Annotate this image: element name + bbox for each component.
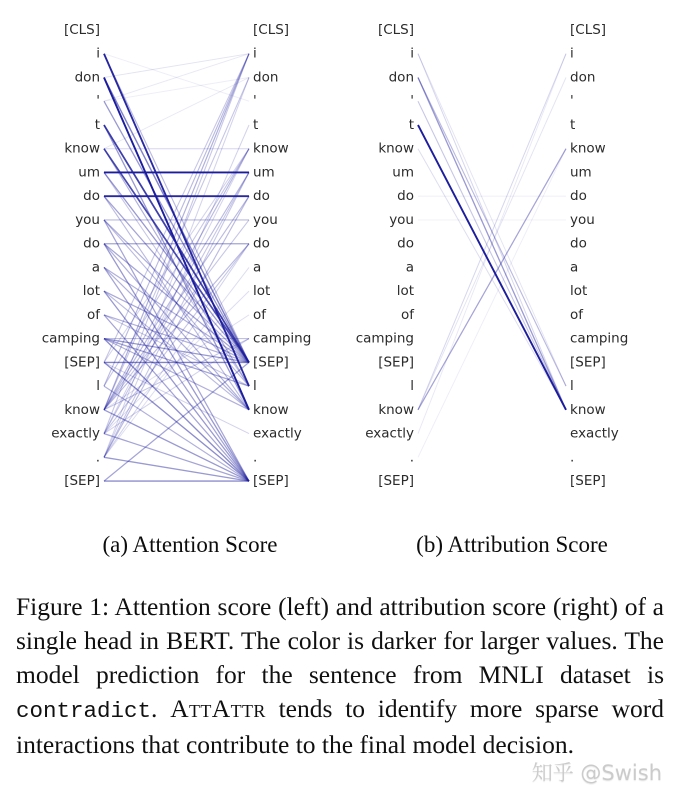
attention-right-token: know (253, 140, 289, 157)
attribution-right-token: [CLS] (570, 22, 607, 38)
attention-left-token: um (78, 164, 100, 181)
attention-left-token: i (96, 45, 100, 62)
caption-segment-mono: contradict (16, 698, 152, 724)
attention-edge (104, 125, 249, 457)
attention-right-token: [SEP] (253, 354, 289, 371)
attention-left-token: know (64, 401, 100, 418)
watermark: 知乎 @Swish (531, 761, 662, 785)
attention-right-token: camping (253, 330, 312, 347)
attribution-edge (418, 101, 566, 410)
attribution-left-token: . (409, 449, 414, 466)
attribution-left-token: know (378, 140, 414, 157)
subcaption-attention: (a) Attention Score (102, 532, 278, 557)
attention-left-token: . (95, 449, 100, 466)
attention-left-token: ' (96, 93, 100, 110)
attribution-edge (418, 125, 566, 410)
attribution-left-token: you (389, 211, 414, 228)
attribution-left-token: lot (396, 283, 414, 300)
attention-left-token: exactly (51, 425, 100, 442)
attention-left-token: l (96, 378, 100, 395)
attention-right-token: [CLS] (253, 22, 290, 38)
attention-left-token: [CLS] (63, 22, 100, 38)
attention-edge (104, 457, 249, 481)
attention-edge (104, 54, 249, 78)
attribution-left-token: don (388, 69, 414, 86)
attribution-right-token: i (570, 45, 574, 62)
attribution-right-token: ' (570, 93, 574, 110)
attribution-edge (418, 149, 566, 458)
attention-edge (104, 362, 249, 433)
attention-right-token: i (253, 45, 257, 62)
attribution-left-token: t (408, 117, 414, 133)
attribution-right-token: know (570, 401, 606, 418)
attention-right-token: do (253, 235, 270, 252)
attention-right-token: do (253, 188, 270, 205)
caption-segment-serif: . (151, 694, 171, 723)
attribution-right-token: lot (570, 283, 588, 300)
attribution-right-token: um (570, 164, 592, 181)
attention-right-token: um (253, 164, 275, 181)
attention-edge (104, 78, 249, 149)
attribution-left-token: l (410, 378, 414, 395)
attribution-right-token: exactly (570, 425, 619, 442)
attribution-right-token: know (570, 140, 606, 157)
attribution-edge (418, 54, 566, 434)
attention-left-token: know (64, 140, 100, 157)
attribution-left-token: exactly (365, 425, 414, 442)
attribution-right-token: l (570, 378, 574, 395)
attribution-right-token: a (570, 259, 579, 276)
attribution-right-token: t (570, 117, 576, 133)
attribution-right-token: do (570, 188, 587, 205)
attention-right-token: [SEP] (253, 473, 289, 490)
attention-right-token: . (253, 449, 258, 466)
attention-left-token: t (94, 117, 100, 133)
attribution-right-token: don (570, 69, 596, 86)
attribution-left-token: do (397, 188, 414, 205)
attribution-left-token: a (405, 259, 414, 276)
attention-left-token: camping (41, 330, 100, 347)
attention-edge (104, 54, 249, 410)
caption-segment-serif: Figure 1: Attention score (left) and attribution score (right) of a single head in BERT. The color is darker for larger values. The model prediction for the sentence from MNLI dataset is (16, 592, 664, 689)
attribution-left-token: i (410, 45, 414, 62)
attribution-left-token: [SEP] (378, 473, 414, 490)
attribution-left-token: [CLS] (377, 22, 414, 38)
attribution-left-token: um (392, 164, 414, 181)
attention-right-token: lot (253, 283, 271, 300)
attribution-right-token: of (570, 306, 584, 323)
attention-edge (104, 78, 249, 102)
attribution-right-token: [SEP] (570, 473, 606, 490)
attention-right-token: don (253, 69, 279, 86)
attribution-left-token: camping (355, 330, 414, 347)
attention-right-token: l (253, 378, 257, 395)
attribution-right-token: do (570, 235, 587, 252)
attention-left-token: do (83, 188, 100, 205)
attention-right-token: ' (253, 93, 257, 110)
attention-left-token: [SEP] (64, 473, 100, 490)
attention-left-token: of (86, 306, 100, 323)
attention-left-token: [SEP] (64, 354, 100, 371)
attribution-right-token: you (570, 211, 595, 228)
attention-left-token: do (83, 235, 100, 252)
subcaption-attribution: (b) Attribution Score (416, 532, 608, 557)
figure-caption (16, 590, 664, 762)
attribution-left-token: know (378, 401, 414, 418)
caption-segment-serif: tends to identify more sparse word interactions that contribute to the final model decision. (16, 694, 664, 759)
attribution-panel (356, 22, 629, 489)
attention-right-token: you (253, 211, 278, 228)
attention-left-token: lot (82, 283, 100, 300)
attention-left-token: a (91, 259, 100, 276)
attention-left-token: don (74, 69, 100, 86)
attention-right-token: know (253, 401, 289, 418)
attention-right-token: of (253, 306, 267, 323)
attention-right-token: exactly (253, 425, 302, 442)
attribution-left-token: of (400, 306, 414, 323)
attention-right-token: t (253, 117, 259, 133)
attribution-right-token: camping (570, 330, 629, 347)
attribution-left-token: [SEP] (378, 354, 414, 371)
caption-segment-smallcaps: AttAttr (170, 694, 266, 723)
attention-right-token: a (253, 259, 262, 276)
attribution-left-token: ' (410, 93, 414, 110)
attribution-left-token: do (397, 235, 414, 252)
attention-edge (104, 339, 249, 434)
attribution-right-token: [SEP] (570, 354, 606, 371)
attention-panel (42, 22, 312, 489)
attention-edge (104, 172, 249, 433)
attribution-right-token: . (570, 449, 575, 466)
attention-left-token: you (75, 211, 100, 228)
